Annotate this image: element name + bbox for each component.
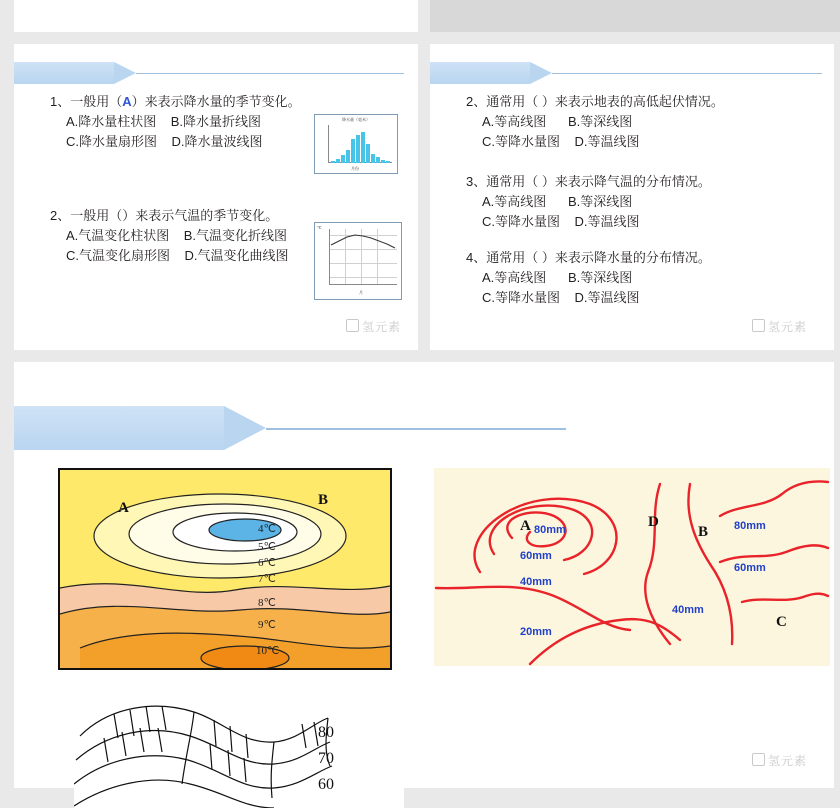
contour-sketch: [74, 698, 404, 808]
q1-stem-pre: 一般用（: [70, 94, 123, 109]
isohyet-value-40-right: 40mm: [672, 604, 704, 616]
q1-stem-post: ）来表示降水量的季节变化。: [131, 94, 301, 109]
isotherm-point-b: B: [318, 492, 329, 508]
q2-stem-post: ）来表示气温的季节变化。: [122, 208, 279, 223]
isohyet-point-d: D: [648, 514, 659, 530]
qb2-stem: 通常用（ ）来表示地表的高低起伏情况。: [486, 94, 724, 109]
isotherm-value-6: 6℃: [258, 557, 276, 569]
watermark-1: [346, 318, 401, 335]
slide-questions-left: [14, 44, 418, 350]
question-1: [50, 92, 301, 152]
isotherm-point-a: A: [118, 500, 129, 516]
isohyet-value-80-left: 80mm: [534, 524, 566, 536]
qb2-options-line1: A.等高线图 B.等深线图: [482, 114, 633, 130]
watermark-3: [752, 752, 807, 769]
isotherm-value-4: 4℃: [258, 523, 276, 535]
q1-options-line1: A.降水量柱状图 B.降水量折线图: [66, 114, 262, 130]
q2-options-line2: C.气温变化扇形图 D.气温变化曲线图: [66, 248, 289, 264]
banner-arrow-c: [14, 406, 814, 450]
isohyet-value-60-left: 60mm: [520, 550, 552, 562]
watermark-logo-icon: [752, 753, 765, 766]
q2-stem-pre: 一般用（: [70, 208, 123, 223]
slide-strip-top-left: [14, 0, 418, 32]
watermark-logo-icon: [752, 319, 765, 332]
qb4-number: 4、: [466, 250, 487, 265]
isohyet-map: [434, 468, 830, 666]
qb4-options-line2: C.等降水量图 D.等温线图: [482, 290, 640, 306]
isotherm-map: [58, 468, 392, 670]
watermark-logo-icon: [346, 319, 359, 332]
isohyet-point-b: B: [698, 524, 709, 540]
isohyet-value-40-left: 40mm: [520, 576, 552, 588]
slide-strip-top-right: [430, 0, 840, 32]
contour-value-60: 60: [318, 776, 334, 793]
mini-chart1-title: 降水量（毫米）: [342, 117, 370, 122]
watermark-text: 氢元素: [768, 320, 808, 334]
question-b-4: [466, 248, 711, 308]
slide-maps: [14, 362, 834, 793]
qb2-options-line2: C.等降水量图 D.等温线图: [482, 134, 640, 150]
isohyet-value-20: 20mm: [520, 626, 552, 638]
mini-temperature-line-chart: [314, 222, 402, 300]
isohyet-point-a: A: [520, 518, 531, 534]
question-b-3: [466, 172, 711, 232]
contour-value-70: 70: [318, 750, 334, 767]
isotherm-value-9: 9℃: [258, 619, 276, 631]
q2-options-line1: A.气温变化柱状图 B.气温变化折线图: [66, 228, 288, 244]
qb3-stem: 通常用（ ）来表示降气温的分布情况。: [486, 174, 711, 189]
q1-options-line2: C.降水量扇形图 D.降水量波线图: [66, 134, 263, 150]
banner-arrow-b: [430, 62, 826, 84]
mini-chart2-ylabel: ℃: [317, 225, 322, 230]
qb3-number: 3、: [466, 174, 487, 189]
qb4-options-line1: A.等高线图 B.等深线图: [482, 270, 633, 286]
isotherm-value-5: 5℃: [258, 541, 276, 553]
q2-number: 2、: [50, 208, 71, 223]
mini-chart2-xlabel: 月: [359, 290, 363, 295]
slide-questions-right: [430, 44, 834, 350]
mini-chart1-bars: [331, 131, 393, 163]
watermark-2: [752, 318, 807, 335]
q1-number: 1、: [50, 94, 71, 109]
isotherm-value-10: 10℃: [256, 645, 280, 657]
isotherm-value-8: 8℃: [258, 597, 276, 609]
isohyet-point-c: C: [776, 614, 787, 630]
question-b-2: [466, 92, 724, 152]
isohyet-value-80-right: 80mm: [734, 520, 766, 532]
q1-answer: A: [122, 94, 132, 109]
watermark-text: 氢元素: [362, 320, 402, 334]
question-2: [50, 206, 288, 266]
watermark-text: 氢元素: [768, 754, 808, 768]
contour-value-80: 80: [318, 724, 334, 741]
mini-chart2-curve: [315, 223, 401, 299]
mini-chart1-xlabel: 月份: [351, 166, 359, 171]
qb4-stem: 通常用（ ）来表示降水量的分布情况。: [486, 250, 711, 265]
mini-precipitation-bar-chart: [314, 114, 398, 174]
isohyet-value-60-right: 60mm: [734, 562, 766, 574]
qb2-number: 2、: [466, 94, 487, 109]
isotherm-value-7: 7℃: [258, 573, 276, 585]
qb3-options-line1: A.等高线图 B.等深线图: [482, 194, 633, 210]
banner-arrow-a: [14, 62, 404, 84]
qb3-options-line2: C.等降水量图 D.等温线图: [482, 214, 640, 230]
